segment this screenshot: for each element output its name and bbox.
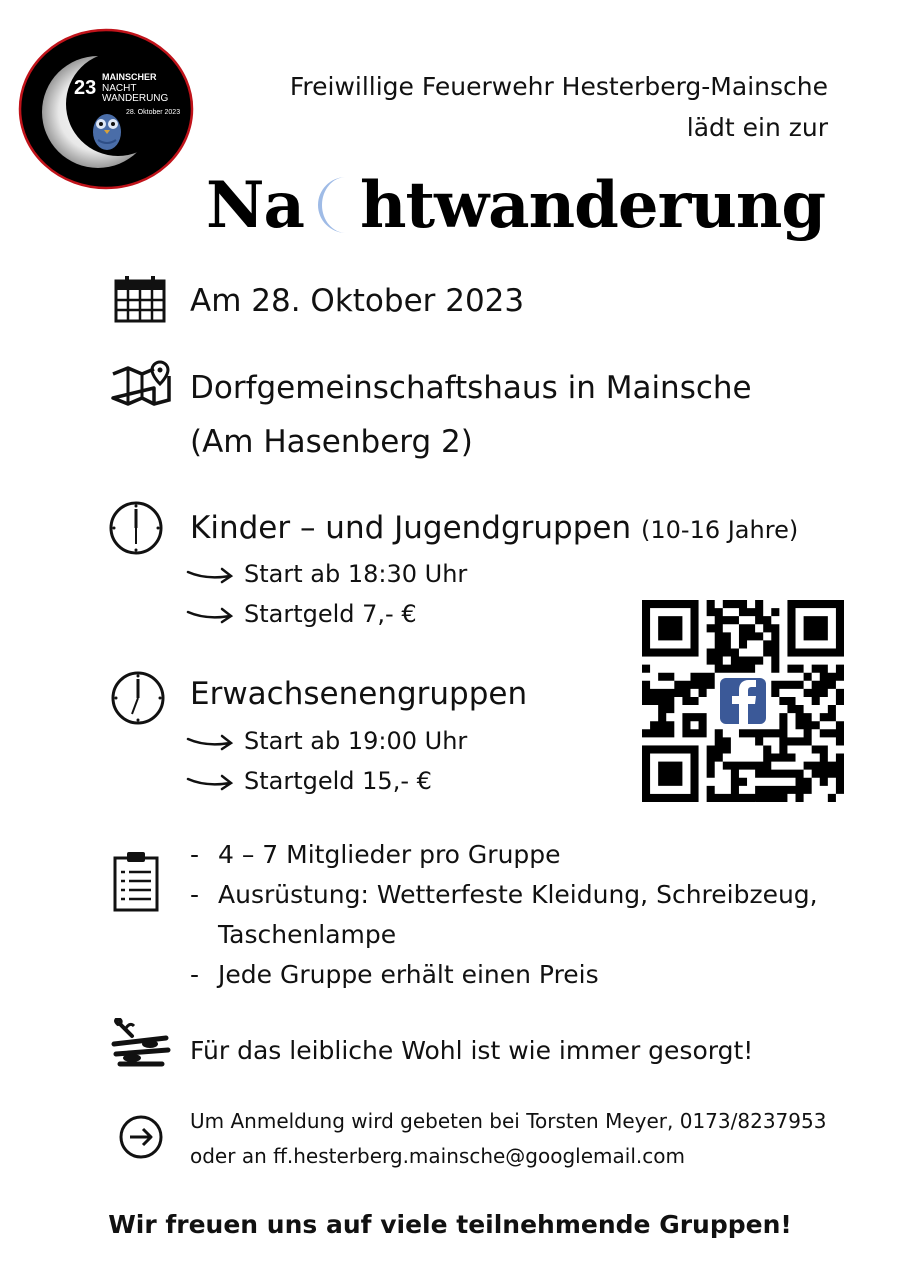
owl-icon [93,114,121,150]
title-part1: Na [206,167,304,243]
clock-icon [108,500,164,556]
location-line1: Dorfgemeinschaftshaus in Mainsche [190,370,752,406]
closing-text: Wir freuen uns auf viele teilnehmende Gruppen! [108,1210,792,1239]
logo-line2: NACHT [102,83,137,94]
arrow-right-icon [186,604,236,624]
location-line2: (Am Hasenberg 2) [190,424,473,460]
grill-food-icon [110,1018,172,1072]
clock-icon [110,670,166,726]
kids-fee-row [186,600,417,628]
kids-age-range: (10-16 Jahre) [641,516,799,544]
kids-fee: Startgeld 7,- € [244,600,417,628]
kids-start-time: Start ab 18:30 Uhr [244,560,468,588]
arrow-right-icon [186,731,236,751]
kids-group-title [190,510,798,546]
kids-title-text: Kinder – und Jugendgruppen [190,510,632,546]
logo-date: 28. Oktober 2023 [126,109,181,116]
contact-line2[interactable]: oder an ff.hesterberg.mainsche@googlemail.com [190,1144,685,1168]
invitation-text: lädt ein zur [686,113,828,142]
clipboard-icon [112,850,160,912]
moon-icon [308,173,356,237]
qr-finder-pattern [646,749,694,797]
event-logo [18,28,194,190]
rules-list: - 4 – 7 Mitglieder pro Gruppe - Ausrüstung: Wetterfeste Kleidung, Schreibzeug, Taschenlampe - Jede Gruppe erhält einen Preis [190,840,818,989]
organizer-name: Freiwillige Feuerwehr Hesterberg-Mainsche [289,72,828,101]
adults-start-time: Start ab 19:00 Uhr [244,727,468,755]
arrow-right-icon [186,771,236,791]
adults-fee: Startgeld 15,- € [244,767,432,795]
qr-finder-pattern [646,604,694,652]
adults-fee-row [186,767,432,795]
adults-group-title: Erwachsenengruppen [190,676,528,712]
adults-start-row [186,727,467,755]
contact-line1: Um Anmeldung wird gebeten bei Torsten Meyer, 0173/8237953 [190,1109,827,1133]
calendar-icon [114,275,166,323]
logo-line1: MAINSCHER [102,72,157,82]
kids-start-row [186,560,467,588]
logo-number: 23 [74,77,97,99]
arrow-right-icon [186,564,236,584]
event-date: Am 28. Oktober 2023 [190,283,525,319]
title-part2: htwanderung [359,167,826,243]
qr-code[interactable] [642,600,844,802]
map-pin-icon [110,360,172,408]
logo-line3: WANDERUNG [102,93,169,104]
qr-finder-pattern [791,604,839,652]
page-title [206,160,825,250]
arrow-circle-icon [118,1114,164,1160]
facebook-icon [720,678,766,724]
catering-note: Für das leibliche Wohl ist wie immer gesorgt! [190,1036,754,1065]
